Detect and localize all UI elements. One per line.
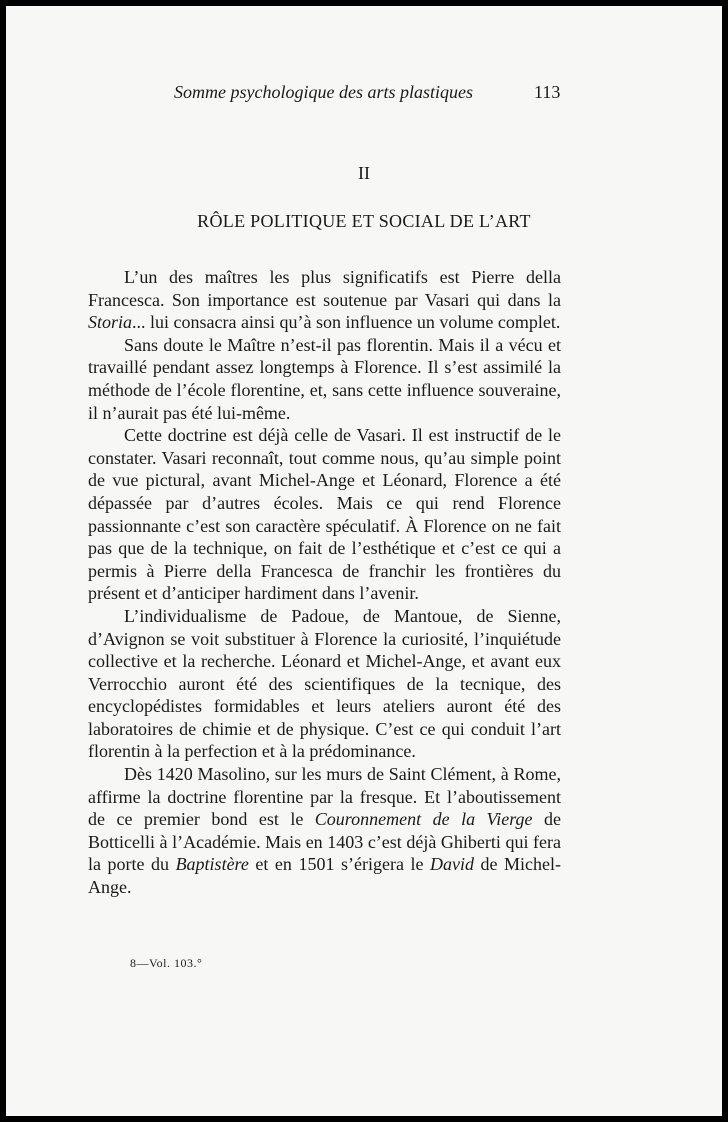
paragraph-1-italic-storia: Storia — [88, 312, 133, 333]
paragraph-5-text-g: de Michel-Ange. — [88, 854, 562, 898]
running-title: Somme psychologique des arts plastiques — [174, 82, 473, 102]
paragraph-5-italic-couronnement: Couronnement de la Vierge — [314, 809, 533, 830]
page-number: 113 — [534, 82, 561, 102]
paragraph-5-italic-baptistere: Baptistère — [175, 854, 249, 875]
paragraph-5-text-a: Dès 1420 Masolino, sur les murs de Saint Clément, à Rome, affirme la doctrine florentine par la fresque. Et l’aboutissement de ce premier bond est le — [88, 764, 561, 830]
paragraph-5 — [88, 763, 561, 899]
paragraph-2: Sans doute le Maître n’est-il pas florentin. Mais il a vécu et travaillé pendant assez longtemps à Florence. Il s’est assimilé la méthode de l’école florentine, et, sans cette influence souveraine, il n’aurait pas été lui-même. — [88, 334, 561, 423]
section-number: II — [358, 163, 370, 183]
paragraph-5-text-c: de Botticelli à l’Académie. Mais en 1403 c’est déjà Ghiberti qui fera la porte du — [88, 809, 561, 875]
paragraph-5-text-e: et en 1501 s’érigera le — [248, 854, 430, 875]
body-text — [88, 266, 561, 899]
paragraph-1 — [88, 266, 561, 334]
paragraph-1-text-a: L’un des maîtres les plus significatifs est Pierre della Francesca. Son importance est soutenue par Vasari qui dans la — [88, 267, 561, 310]
paragraph-3: Cette doctrine est déjà celle de Vasari. Il est instructif de le constater. Vasari reconnaît, tout comme nous, qu’au simple point de vue pictural, avant Michel-Ange et Léonard, Florence a été dépassée par d’autres écoles. Mais ce qui rend Florence passionnante c’est son caractère spéculatif. À Florence on ne fait pas que de la technique, on fait de l’esthétique et c’est ce qui a permis à Pierre della Francesca de franchir les frontières du présent et d’anticiper hardiment dans l’avenir. — [88, 425, 561, 604]
printer-signature: 8—Vol. 103.° — [130, 956, 203, 970]
paragraph-4: L’individualisme de Padoue, de Mantoue, de Sienne, d’Avignon se voit substituer à Florence la curiosité, l’inquiétude collective et la recherche. Léonard et Michel-Ange, et avant eux Verrocchio auront été des scientifiques de la tecnique, des encyclopédistes formidables et leurs ateliers auront été des laboratoires de chimie et de physique. C’est ce qui conduit l’art florentin à la perfection et à la prédominance. — [88, 605, 561, 762]
paragraph-1-text-c: ... lui consacra ainsi qu’à son influence un volume complet. — [132, 312, 561, 333]
paragraph-5-italic-david: David — [429, 854, 474, 875]
section-title: RÔLE POLITIQUE ET SOCIAL DE L’ART — [197, 211, 531, 231]
book-page — [6, 6, 722, 1116]
page-header — [6, 82, 722, 106]
